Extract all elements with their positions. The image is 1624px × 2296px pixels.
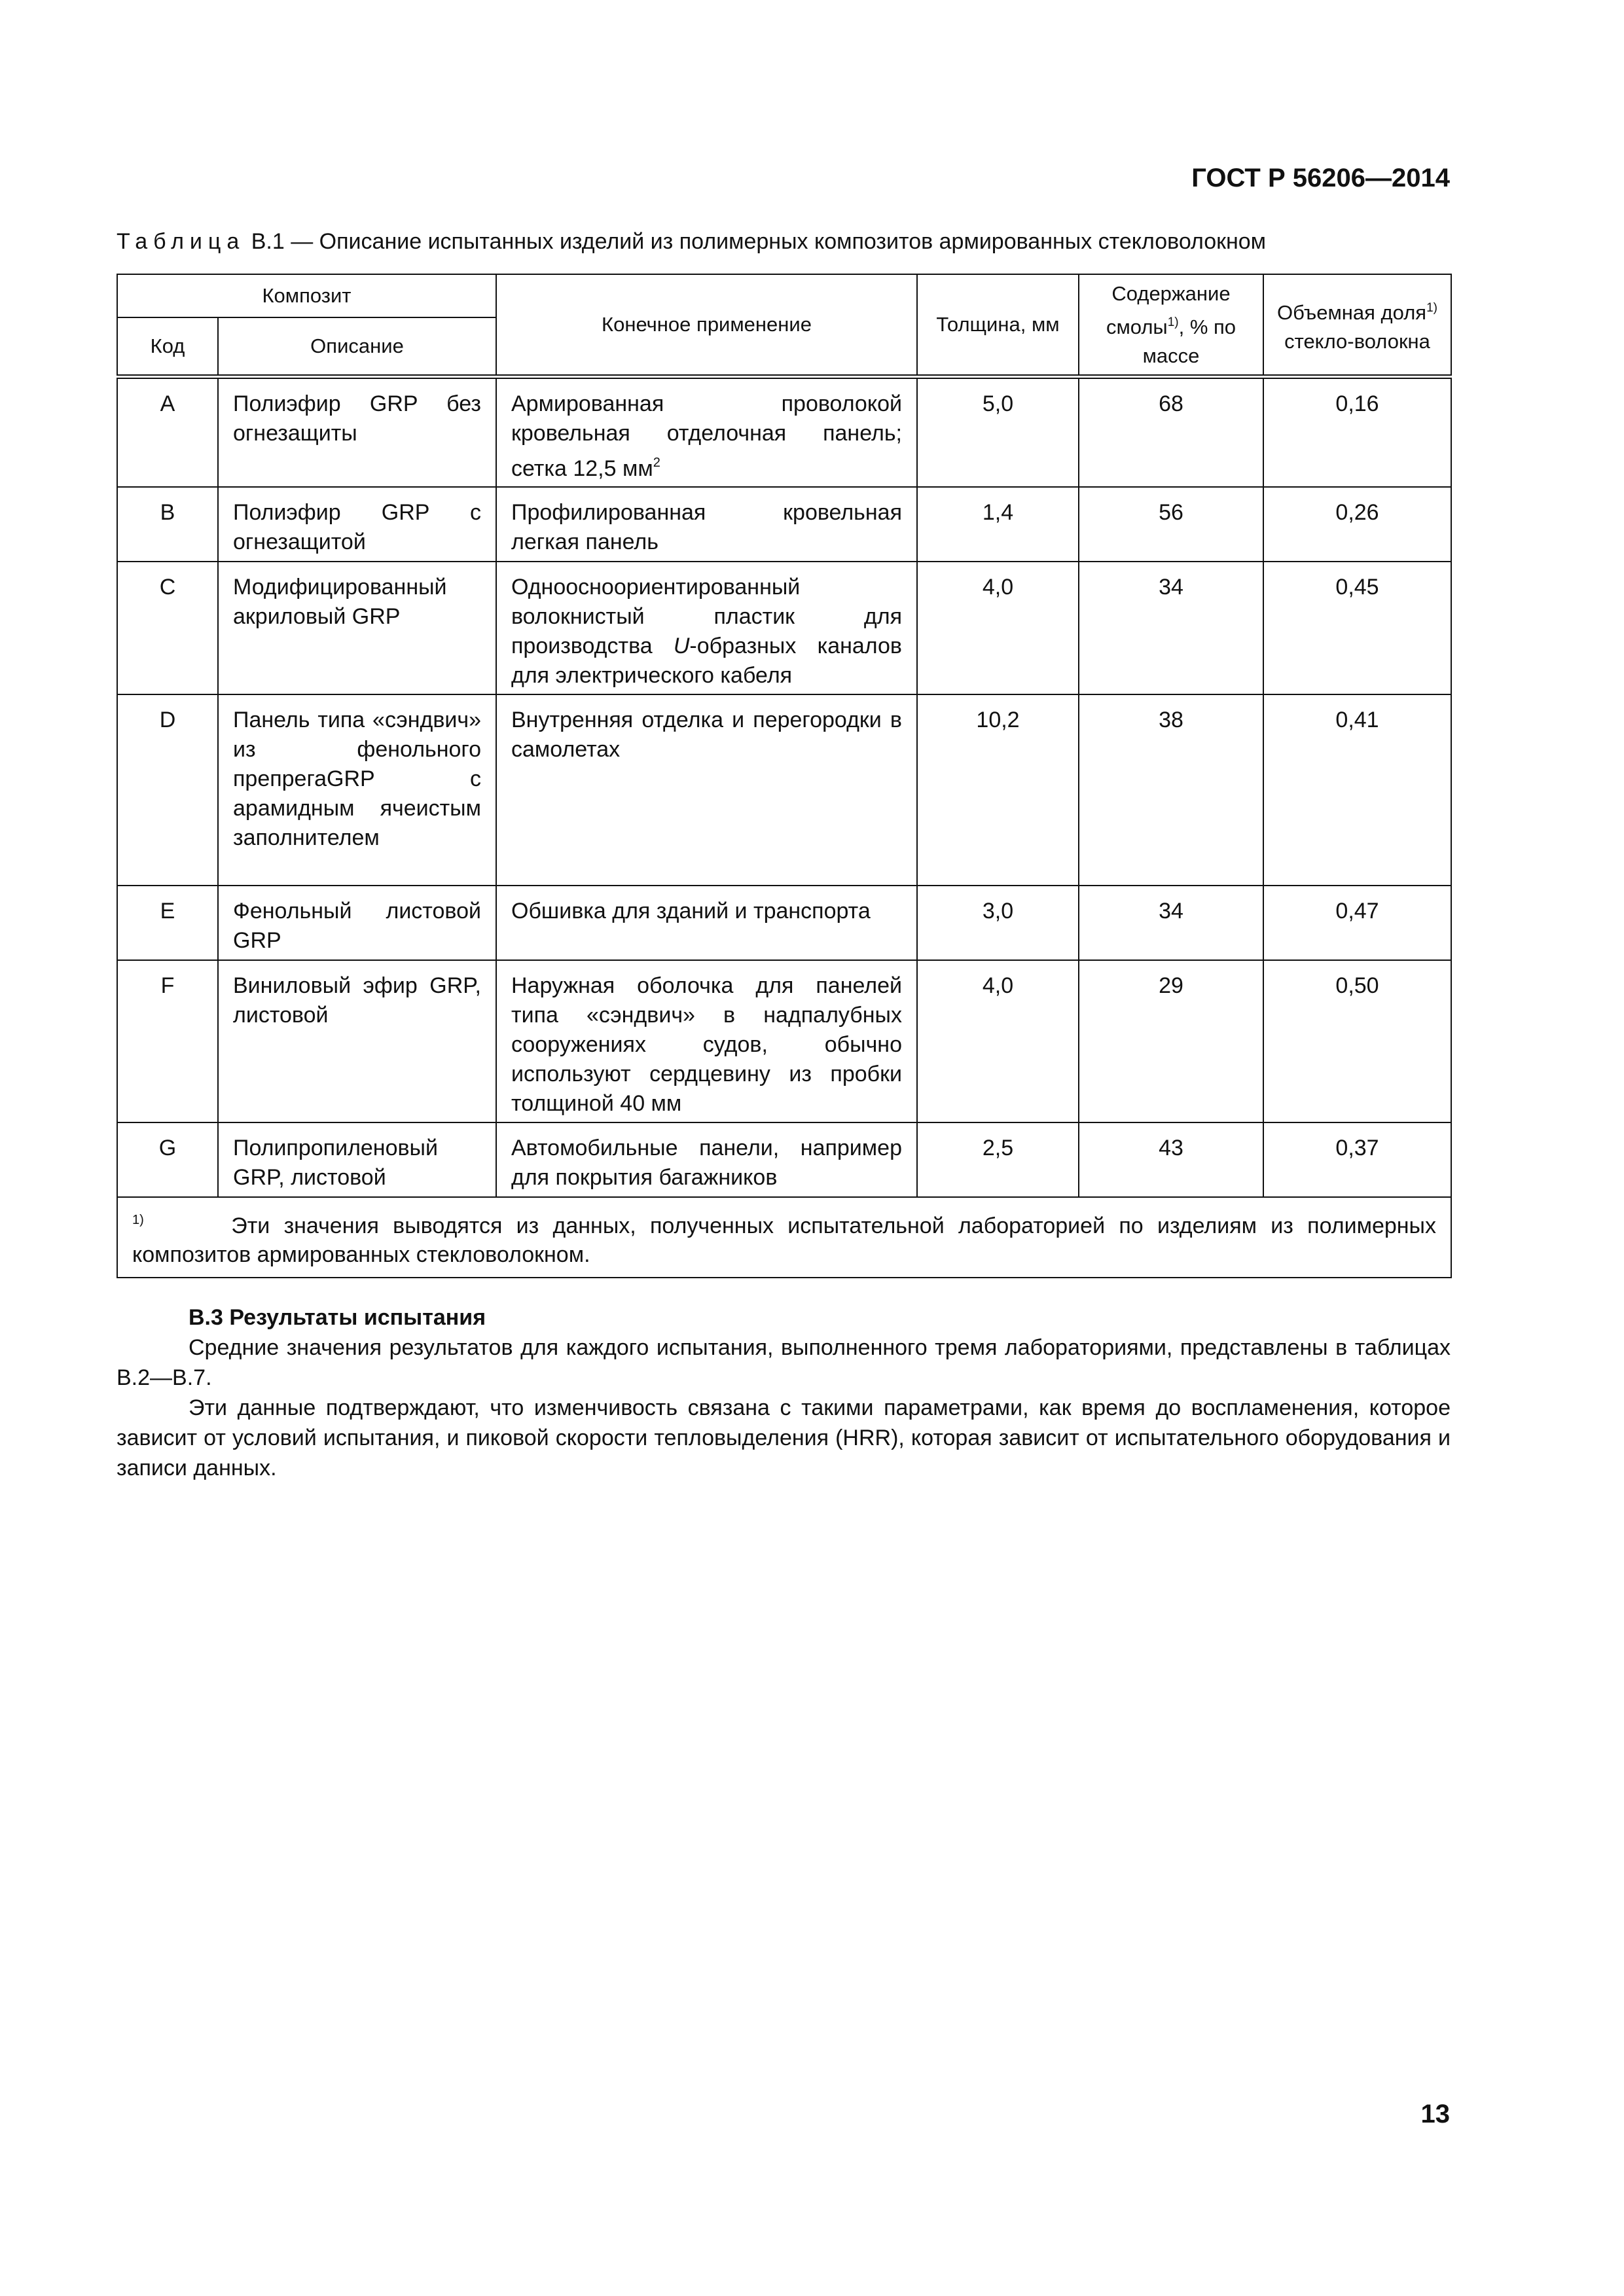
cell-application: Обшивка для зданий и транспорта xyxy=(496,886,917,960)
cell-resin: 38 xyxy=(1079,694,1263,886)
header-resin-content: Содержание смолы$^{1)}$, % по массе xyxy=(1079,274,1263,377)
header-thickness: Толщина, мм xyxy=(917,274,1079,377)
footnote-mark: 1) xyxy=(132,1213,144,1227)
cell-code: F xyxy=(117,960,218,1122)
table-footnote xyxy=(117,1197,1451,1278)
cell-code: B xyxy=(117,487,218,562)
table-row xyxy=(117,886,1451,960)
table-row xyxy=(117,694,1451,886)
cell-resin: 34 xyxy=(1079,886,1263,960)
table-row xyxy=(117,377,1451,488)
cell-description: Полипропиленовый GRP, листовой xyxy=(218,1122,496,1197)
cell-fiber: 0,37 xyxy=(1263,1122,1451,1197)
header-fiber-fraction: Объемная доля$^{1)}$ стекло-волокна xyxy=(1263,274,1451,377)
cell-fiber: 0,16 xyxy=(1263,377,1451,488)
page-number: 13 xyxy=(1420,2100,1450,2128)
table-row xyxy=(117,1122,1451,1197)
cell-thickness: 4,0 xyxy=(917,562,1079,694)
cell-thickness: 10,2 xyxy=(917,694,1079,886)
cell-code: D xyxy=(117,694,218,886)
cell-fiber: 0,45 xyxy=(1263,562,1451,694)
footnote-text: Эти значения выводятся из данных, полученных испытательной лабораторией по изделиям из полимерных композитов армированных стекловолокном. xyxy=(132,1213,1436,1267)
document-standard-id: ГОСТ Р 56206—2014 xyxy=(1191,164,1450,192)
cell-thickness: 1,4 xyxy=(917,487,1079,562)
header-application: Конечное применение xyxy=(496,274,917,377)
table-row xyxy=(117,960,1451,1122)
cell-resin: 29 xyxy=(1079,960,1263,1122)
table-row xyxy=(117,487,1451,562)
section-paragraph: Средние значения результатов для каждого испытания, выполненного тремя лабораториями, представлены в таблицах В.2—В.7. xyxy=(117,1335,1451,1390)
cell-thickness: 2,5 xyxy=(917,1122,1079,1197)
cell-resin: 43 xyxy=(1079,1122,1263,1197)
section-paragraph: Эти данные подтверждают, что изменчивость связана с такими параметрами, как время до воспламенения, которое зависит от условий испытания, и пиковой скорости тепловыделения (HRR), которая зависит от испытательного оборудования и записи данных. xyxy=(117,1395,1451,1480)
table-caption xyxy=(117,229,1266,255)
cell-code: A xyxy=(117,377,218,488)
cell-description: Фенольный листовой GRP xyxy=(218,886,496,960)
composites-table xyxy=(117,274,1452,1278)
cell-application: Профилированная кровельная легкая панель xyxy=(496,487,917,562)
cell-application: Армированная проволокой кровельная отделочная панель; сетка 12,5 $мм^2$ xyxy=(496,377,917,488)
section-heading: В.3 Результаты испытания xyxy=(189,1305,486,1330)
cell-code: G xyxy=(117,1122,218,1197)
header-description: Описание xyxy=(218,317,496,377)
cell-code: E xyxy=(117,886,218,960)
cell-fiber: 0,50 xyxy=(1263,960,1451,1122)
header-code: Код xyxy=(117,317,218,377)
cell-code: C xyxy=(117,562,218,694)
cell-description: Полиэфир GRP без огнезащиты xyxy=(218,377,496,488)
cell-application: Наружная оболочка для панелей типа «сэндвич» в надпалубных сооружениях судов, обычно используют сердцевину из пробки толщиной 40 мм xyxy=(496,960,917,1122)
cell-resin: 34 xyxy=(1079,562,1263,694)
cell-fiber: 0,47 xyxy=(1263,886,1451,960)
cell-application: Внутренняя отделка и перегородки в самолетах xyxy=(496,694,917,886)
cell-fiber: 0,26 xyxy=(1263,487,1451,562)
cell-application: Одноосноориентированный волокнистый пластик для производства U-образных каналов для электрического кабеля xyxy=(496,562,917,694)
cell-resin: 56 xyxy=(1079,487,1263,562)
table-row xyxy=(117,562,1451,694)
cell-thickness: 4,0 xyxy=(917,960,1079,1122)
cell-fiber: 0,41 xyxy=(1263,694,1451,886)
cell-description: Модифицированный акриловый GRP xyxy=(218,562,496,694)
cell-description: Полиэфир GRP с огнезащитой xyxy=(218,487,496,562)
cell-description: Панель типа «сэндвич» из фенольного препрегаGRP с арамидным ячеистым заполнителем xyxy=(218,694,496,886)
cell-thickness: 3,0 xyxy=(917,886,1079,960)
table-footnote-row xyxy=(117,1197,1451,1278)
results-section xyxy=(117,1302,1451,1483)
table-caption-prefix: Таблица xyxy=(117,229,245,254)
cell-thickness: 5,0 xyxy=(917,377,1079,488)
cell-application: Автомобильные панели, например для покрытия багажников xyxy=(496,1122,917,1197)
cell-description: Виниловый эфир GRP, листовой xyxy=(218,960,496,1122)
table-caption-text: В.1 — Описание испытанных изделий из полимерных композитов армированных стекловолокном xyxy=(245,229,1267,254)
cell-resin: 68 xyxy=(1079,377,1263,488)
header-composite: Композит xyxy=(117,274,496,317)
